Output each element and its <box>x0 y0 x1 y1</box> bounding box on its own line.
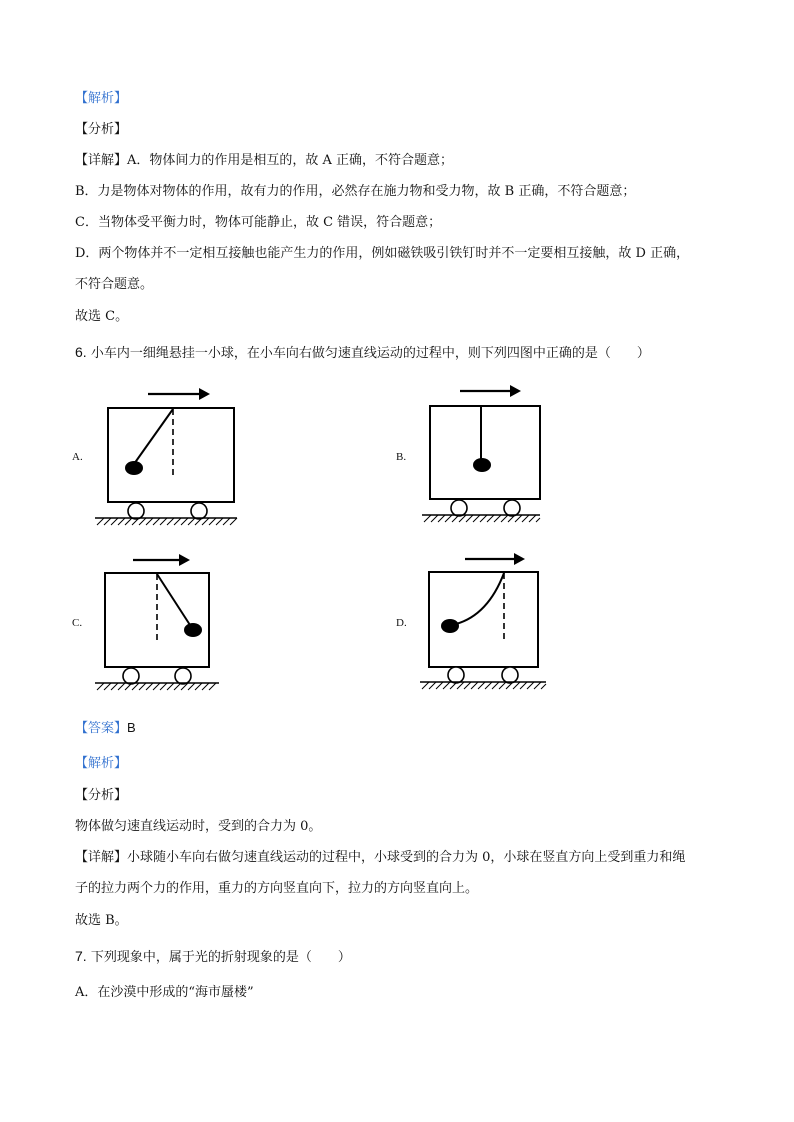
cart-wheel-left <box>448 667 464 683</box>
option-c-label: C. <box>72 617 83 629</box>
question-text: 下列现象中，属于光的折射现象的是（ ） <box>90 950 351 965</box>
ground-hatch <box>97 683 216 690</box>
option-b-figure <box>422 383 547 525</box>
question-text: 小车内一细绳悬挂一小球，在小车向右做匀速直线运动的过程中，则下列四图中正确的是（ ） <box>90 346 650 361</box>
option-d-figure <box>420 551 548 693</box>
q6-choice-line: 故选 B。 <box>75 913 128 928</box>
pendulum-string <box>134 409 173 464</box>
option-d-label: D. <box>396 617 407 629</box>
question-number: 7. <box>75 948 87 964</box>
fenxi-tag: 【分析】 <box>75 122 128 137</box>
detail-line-c: C．当物体受平衡力时，物体可能静止，故 C 错误，符合题意； <box>75 215 442 230</box>
question-number: 6. <box>75 344 87 360</box>
pendulum-string <box>157 574 190 625</box>
motion-arrow-head <box>179 554 190 566</box>
ground-hatch <box>97 518 237 525</box>
detail-line-b: B．力是物体对物体的作用，故有力的作用，必然存在施力物和受力物，故 B 正确，不符合题意； <box>75 184 636 199</box>
detail-text: A．物体间力的作用是相互的，故 A 正确，不符合题意； <box>127 153 454 168</box>
q6-detail-line1 <box>75 849 685 867</box>
cart-wheel-right <box>504 500 520 516</box>
answer-value: B <box>127 720 136 735</box>
detail-line-d2: 不符合题意。 <box>75 277 154 292</box>
pendulum-ball <box>125 461 143 475</box>
cart-wheel-left <box>451 500 467 516</box>
q6-analysis-tag: 【解析】 <box>75 756 128 771</box>
question-7 <box>75 947 351 967</box>
cart-body <box>108 408 234 502</box>
q6-fenxi-text: 物体做匀速直线运动时，受到的合力为 0。 <box>75 819 322 834</box>
option-a-figure <box>95 383 245 525</box>
pendulum-ball <box>441 619 459 633</box>
detail-line <box>75 152 453 170</box>
motion-arrow-head <box>514 553 525 565</box>
cart-wheel-left <box>123 668 139 684</box>
cart-wheel-left <box>128 503 144 519</box>
cart-wheel-right <box>502 667 518 683</box>
question-6 <box>75 343 650 363</box>
detail-tag: 【详解】 <box>75 153 128 168</box>
q6-detail-text1: 小球随小车向右做匀速直线运动的过程中，小球受到的合力为 0，小球在竖直方向上受到重力和绳 <box>127 850 686 865</box>
detail-line-d1: D．两个物体并不一定相互接触也能产生力的作用，例如磁铁吸引铁钉时并不一定要相互接触，故 D 正确， <box>75 246 690 261</box>
ground-hatch <box>422 682 546 689</box>
option-c-figure <box>95 551 220 693</box>
choice-line: 故选 C。 <box>75 309 129 324</box>
pendulum-ball <box>473 458 491 472</box>
cart-body <box>429 572 538 667</box>
ground-hatch <box>424 515 540 522</box>
option-b-label: B. <box>396 451 407 463</box>
motion-arrow-head <box>199 388 210 400</box>
analysis-tag: 【解析】 <box>75 91 128 106</box>
option-a-label: A. <box>72 451 83 463</box>
q7-option-a: A．在沙漠中形成的“海市蜃楼” <box>75 985 254 1000</box>
pendulum-ball <box>184 623 202 637</box>
q6-detail-tag: 【详解】 <box>75 850 128 865</box>
cart-wheel-right <box>175 668 191 684</box>
answer-line <box>75 719 136 738</box>
cart-wheel-right <box>191 503 207 519</box>
pendulum-string <box>456 573 504 624</box>
answer-tag: 【答案】 <box>75 721 128 736</box>
q6-detail-line2: 子的拉力两个力的作用，重力的方向竖直向下，拉力的方向竖直向上。 <box>75 881 479 896</box>
cart-body <box>430 406 540 499</box>
motion-arrow-head <box>510 385 521 397</box>
q6-fenxi-tag: 【分析】 <box>75 788 128 803</box>
